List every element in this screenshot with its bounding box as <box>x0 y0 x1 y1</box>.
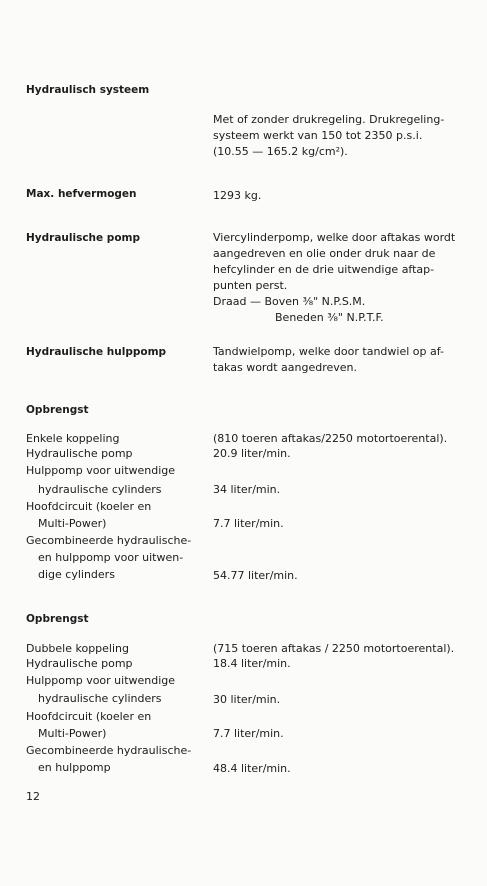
table-row-label: Gecombineerde hydraulische- <box>26 744 192 757</box>
table-row-label: Enkele koppeling <box>26 432 120 445</box>
table-row-value: 18.4 liter/min. <box>213 657 291 670</box>
table-row-label: Multi-Power) <box>38 727 107 740</box>
text-line: aangedreven en olie onder druk naar de <box>213 247 436 260</box>
hydraulische-pomp-label: Hydraulische pomp <box>26 232 140 244</box>
table-row-label: Hoofdcircuit (koeler en <box>26 500 152 513</box>
hydraulisch-systeem-label: Hydraulisch systeem <box>26 84 150 96</box>
opbrengst-heading: Opbrengst <box>26 613 89 625</box>
hulppomp-text <box>213 344 473 376</box>
table-row-label: Multi-Power) <box>38 517 107 530</box>
table-row-value: 48.4 liter/min. <box>213 762 291 775</box>
hefvermogen-label: Max. hefvermogen <box>26 188 137 200</box>
table-row-label: en hulppomp <box>38 761 111 774</box>
text-line: takas wordt aangedreven. <box>213 361 358 374</box>
hefvermogen-value: 1293 kg. <box>213 189 262 202</box>
text-line: Viercylinderpomp, welke door aftakas wordt <box>213 231 456 244</box>
opbrengst-heading: Opbrengst <box>26 404 89 416</box>
table-row-label: hydraulische cylinders <box>38 692 162 705</box>
text-line: punten perst. <box>213 279 288 292</box>
table-row-value: 7.7 liter/min. <box>213 517 284 530</box>
table-row-value: (810 toeren aftakas/2250 motortoerental). <box>213 432 448 445</box>
text-line: (10.55 — 165.2 kg/cm²). <box>213 145 348 158</box>
table-row-value: 20.9 liter/min. <box>213 447 291 460</box>
hydraulisch-systeem-text <box>213 112 473 160</box>
table-row-label: Hydraulische pomp <box>26 447 133 460</box>
table-row-label: Hydraulische pomp <box>26 657 133 670</box>
hydraulische-pomp-text <box>213 230 473 326</box>
thread-spec-top: Draad — Boven ³⁄₈" N.P.S.M. <box>213 295 366 308</box>
thread-spec-bottom: Beneden ³⁄₈" N.P.T.F. <box>275 311 384 324</box>
table-row-value: 30 liter/min. <box>213 693 281 706</box>
table-row-value: 34 liter/min. <box>213 483 281 496</box>
text-line: hefcylinder en de drie uitwendige aftap- <box>213 263 435 276</box>
text-line: Met of zonder drukregeling. Drukregeling- <box>213 113 445 126</box>
table-row-value: (715 toeren aftakas / 2250 motortoerental). <box>213 642 455 655</box>
table-row-label: dige cylinders <box>38 568 115 581</box>
table-row-label: Hulppomp voor uitwendige <box>26 674 176 687</box>
table-row-label: Gecombineerde hydraulische- <box>26 534 192 547</box>
text-line: systeem werkt van 150 tot 2350 p.s.i. <box>213 129 423 142</box>
table-row-label: en hulppomp voor uitwen- <box>38 551 184 564</box>
hulppomp-label: Hydraulische hulppomp <box>26 346 167 358</box>
table-row-label: Hulppomp voor uitwendige <box>26 464 176 477</box>
text-line: Tandwielpomp, welke door tandwiel op af- <box>213 345 444 358</box>
page-number: 12 <box>26 790 40 803</box>
table-row-label: Dubbele koppeling <box>26 642 130 655</box>
table-row-label: Hoofdcircuit (koeler en <box>26 710 152 723</box>
table-row-value: 7.7 liter/min. <box>213 727 284 740</box>
table-row-value: 54.77 liter/min. <box>213 569 298 582</box>
table-row-label: hydraulische cylinders <box>38 483 162 496</box>
